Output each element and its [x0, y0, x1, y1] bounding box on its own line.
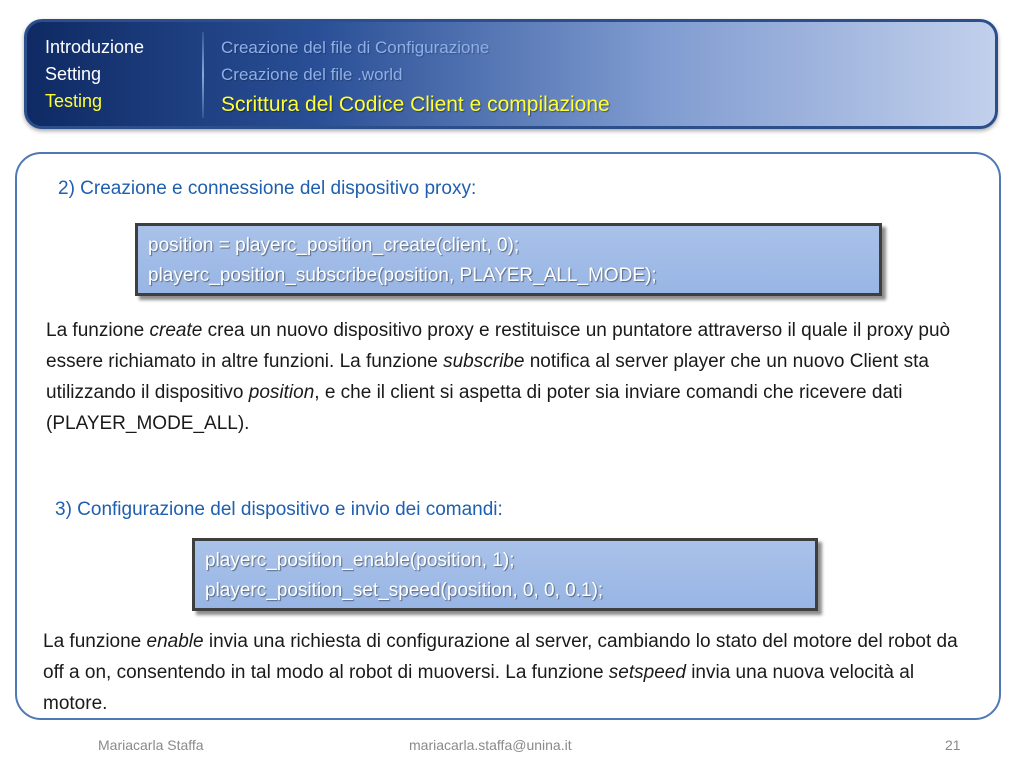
- code-line: playerc_position_set_speed(position, 0, 0, 0.1);: [205, 580, 604, 601]
- text-run: invia una nuova velocità al motore.: [43, 662, 915, 714]
- term-setspeed: setspeed: [608, 662, 686, 683]
- nav-section-testing[interactable]: Testing: [45, 91, 103, 111]
- footer-page-number: 21: [945, 737, 961, 753]
- term-enable: enable: [146, 631, 204, 652]
- section-header-banner: [24, 19, 998, 129]
- term-position: position: [248, 382, 315, 403]
- term-create: create: [149, 320, 203, 341]
- subsection-nav: [221, 34, 610, 121]
- nav-sub-world-file[interactable]: Creazione del file .world: [221, 65, 403, 84]
- step3-code-box: [192, 538, 818, 611]
- text-run: La funzione: [46, 320, 150, 341]
- code-line: position = playerc_position_create(client, 0);: [148, 235, 520, 256]
- code-line: playerc_position_subscribe(position, PLAYER_ALL_MODE);: [148, 265, 657, 286]
- step3-description: [43, 626, 978, 719]
- footer-author: Mariacarla Staffa: [98, 737, 204, 753]
- text-run: invia una richiesta di configurazione al server, cambiando lo stato del motore del robot da off a on, consentendo in tal modo al robot di muoversi. La funzione: [43, 631, 958, 683]
- nav-sub-config-file[interactable]: Creazione del file di Configurazione: [221, 38, 490, 57]
- text-run: crea un nuovo dispositivo proxy e restituisce un puntatore attraverso il quale il proxy può essere richiamato in altre funzioni. La funzione: [46, 320, 951, 372]
- nav-section-introduzione[interactable]: Introduzione: [45, 37, 145, 57]
- code-line: playerc_position_enable(position, 1);: [205, 550, 515, 571]
- text-run: La funzione: [43, 631, 147, 652]
- step2-description: [46, 315, 976, 439]
- text-run: , e che il client si aspetta di poter sia inviare comandi che ricevere dati (PLAYER_MODE_ALL).: [46, 382, 903, 434]
- nav-sub-client-code[interactable]: Scrittura del Codice Client e compilazione: [221, 93, 610, 116]
- step3-heading: 3) Configurazione del dispositivo e invio dei comandi:: [55, 499, 503, 520]
- step2-heading: 2) Creazione e connessione del dispositivo proxy:: [58, 178, 477, 199]
- footer-email: mariacarla.staffa@unina.it: [409, 737, 572, 753]
- text-run: notifica al server player che un nuovo Client sta utilizzando il dispositivo: [46, 351, 929, 403]
- step2-code-box: [135, 223, 882, 296]
- term-subscribe: subscribe: [443, 351, 525, 372]
- nav-divider: [202, 32, 204, 118]
- section-nav: [45, 34, 144, 115]
- nav-section-setting[interactable]: Setting: [45, 64, 102, 84]
